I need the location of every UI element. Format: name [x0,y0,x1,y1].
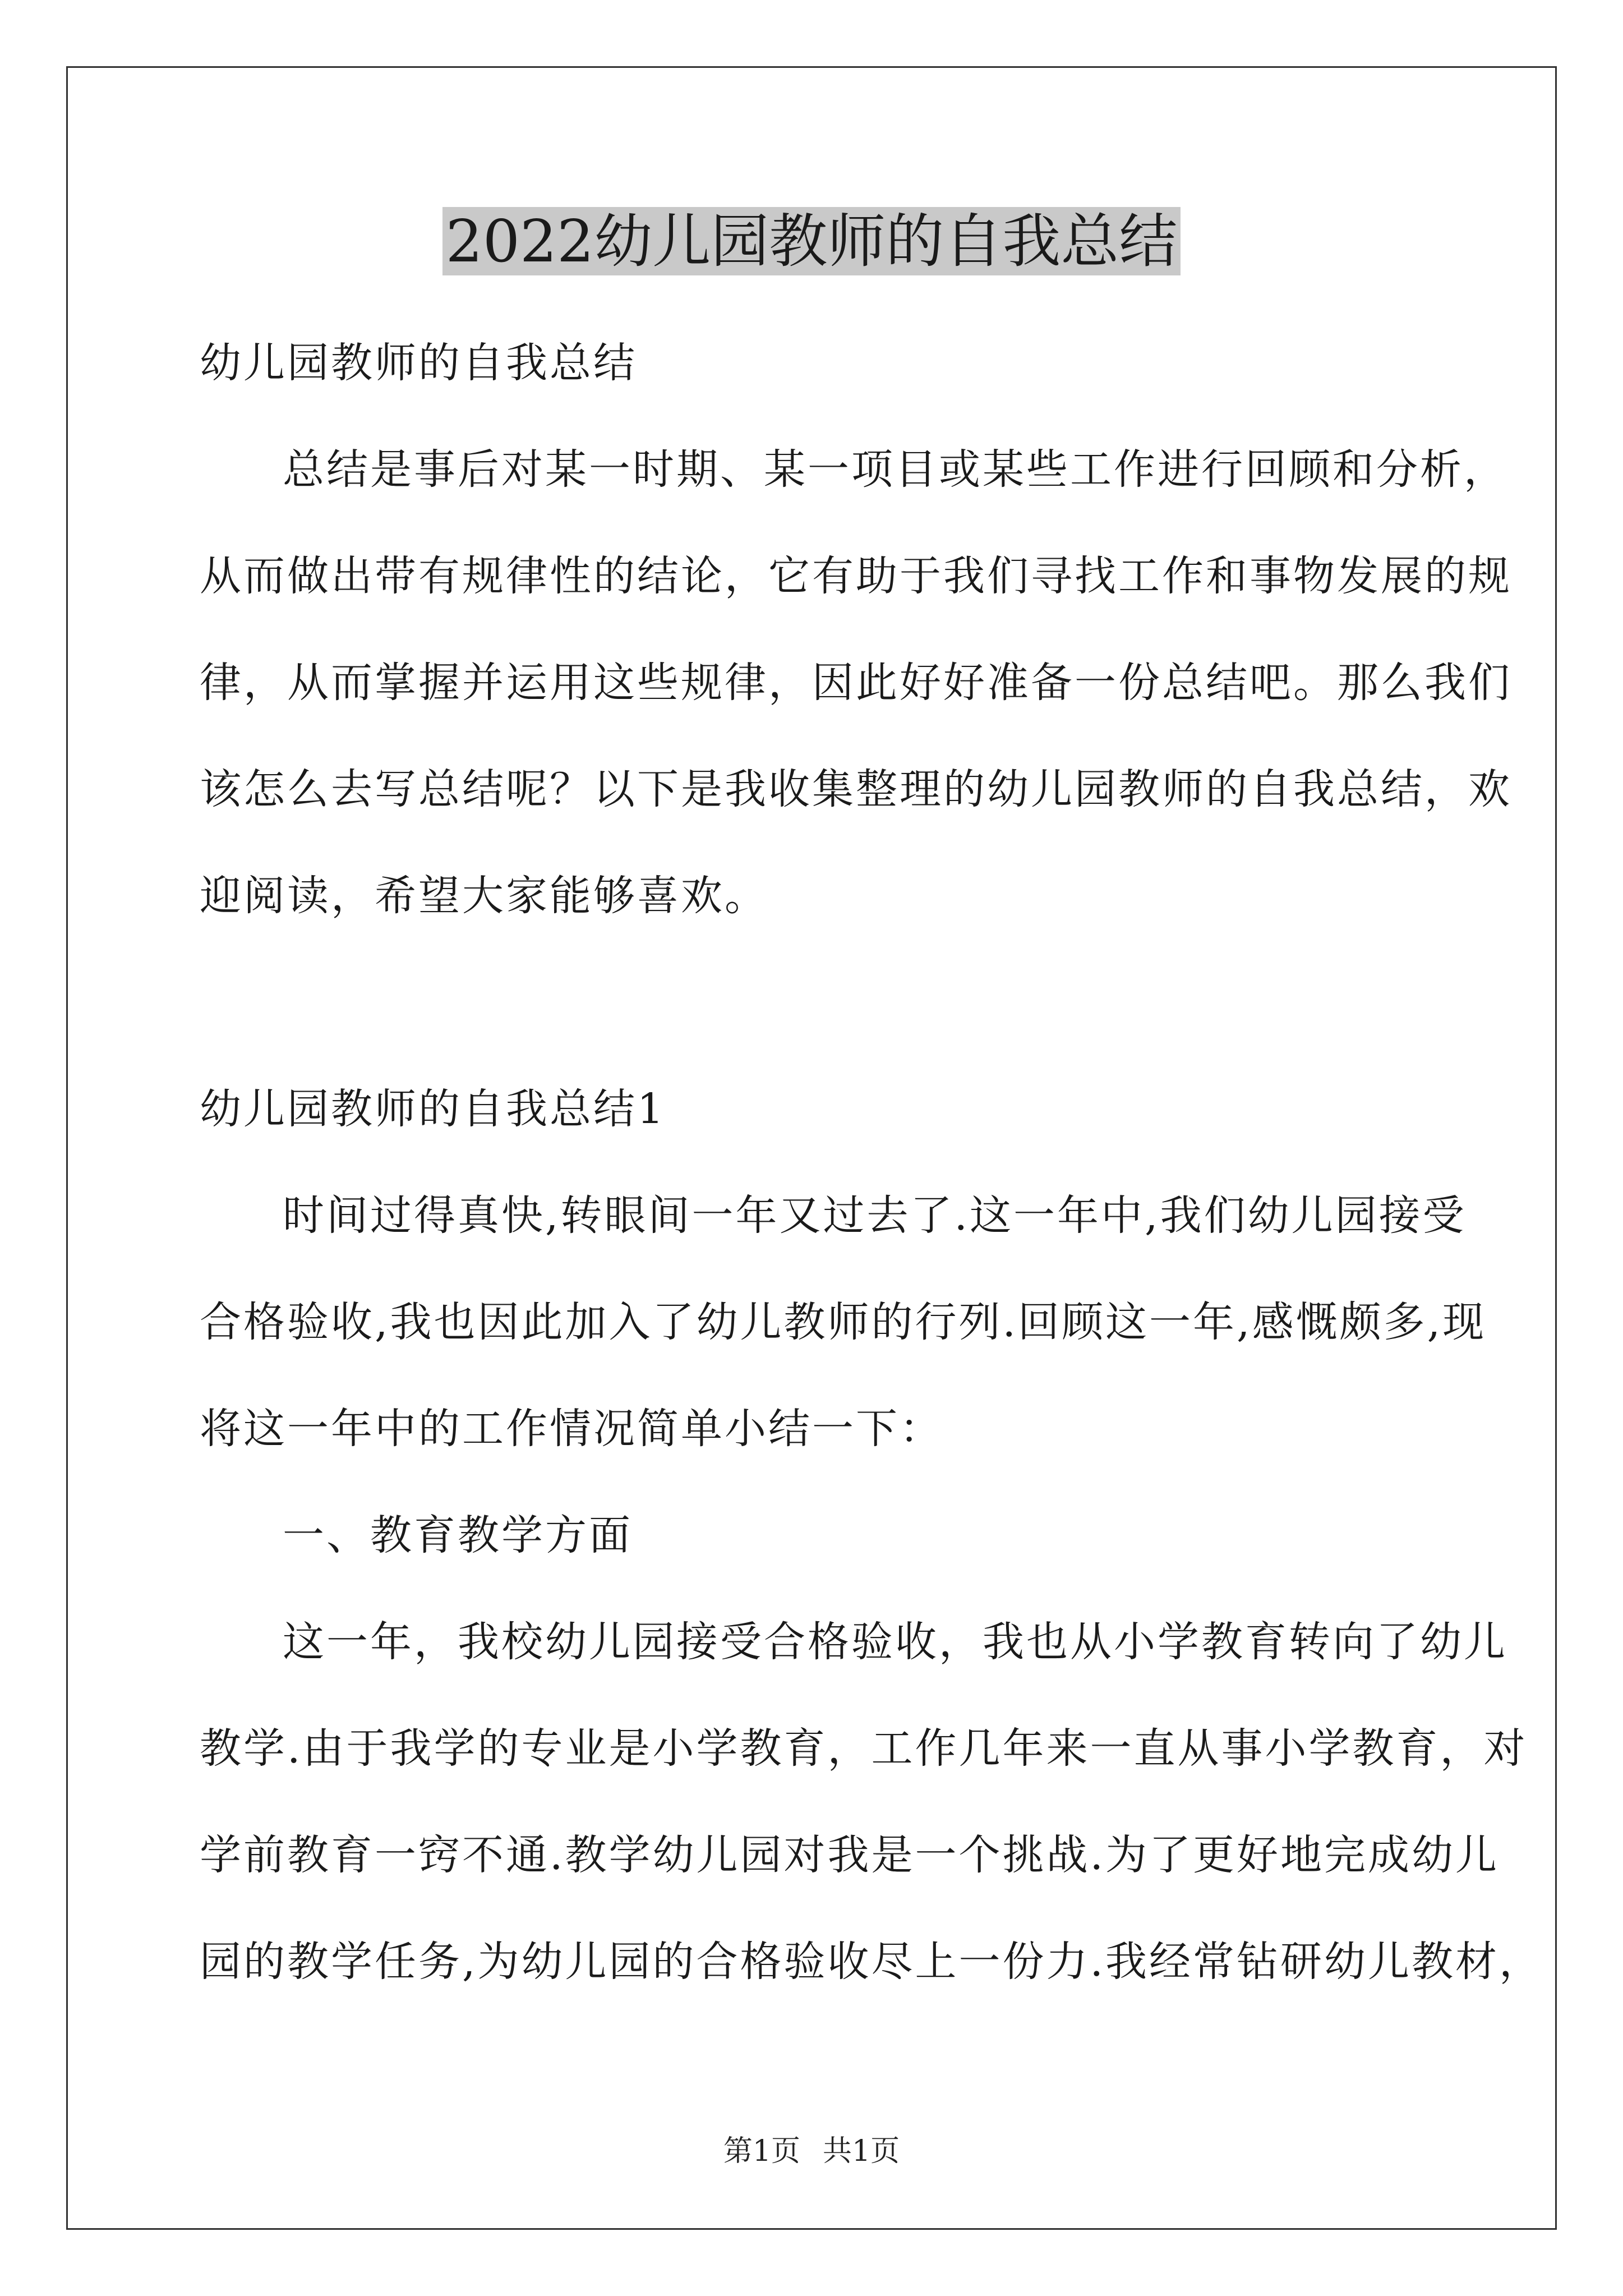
document-title-text: 2022幼儿园教师的自我总结 [442,207,1181,275]
intro-line: 迎阅读，希望大家能够喜欢。 [200,872,768,920]
subheading: 一、教育教学方面 [283,1511,633,1559]
paragraph-line: 学前教育一窍不通.教学幼儿园对我是一个挑战.为了更好地完成幼儿 [200,1831,1500,1879]
paragraph-line: 这一年，我校幼儿园接受合格验收，我也从小学教育转向了幼儿 [283,1618,1507,1666]
intro-line: 该怎么去写总结呢？以下是我收集整理的幼儿园教师的自我总结，欢 [200,765,1512,813]
intro-paragraph [200,416,1507,523]
paragraph-1 [200,1162,1467,1269]
page-number: 第1页 [723,2134,800,2168]
intro-paragraph-cont [200,523,1512,949]
paragraph-line: 合格验收,我也因此加入了幼儿教师的行列.回顾这一年,感慨颇多,现 [200,1298,1487,1346]
paragraph-line: 园的教学任务,为幼儿园的合格验收尽上一份力.我经常钻研幼儿教材， [200,1938,1543,1986]
page-total: 共1页 [823,2134,900,2168]
paragraph-line: 将这一年中的工作情况简单小结一下： [200,1405,943,1453]
page-footer [0,2132,1623,2171]
paragraph-2 [200,1589,1507,1695]
intro-line: 律，从而掌握并运用这些规律，因此好好准备一份总结吧。那么我们 [200,659,1512,707]
paragraph-line: 教学.由于我学的专业是小学教育，工作几年来一直从事小学教育，对 [200,1724,1528,1773]
spacer [200,949,1433,1056]
paragraph-2-cont [200,1695,1543,2015]
document-title [0,202,1623,280]
section-heading: 幼儿园教师的自我总结1 [200,1085,666,1133]
subtitle: 幼儿园教师的自我总结 [200,339,637,387]
intro-line: 从而做出带有规律性的结论，它有助于我们寻找工作和事物发展的规 [200,552,1512,600]
intro-line: 总结是事后对某一时期、某一项目或某些工作进行回顾和分析， [283,445,1507,494]
paragraph-line: 时间过得真快,转眼间一年又过去了.这一年中,我们幼儿园接受 [283,1191,1467,1240]
paragraph-1-cont [200,1269,1487,1482]
document-body [200,310,1543,2015]
